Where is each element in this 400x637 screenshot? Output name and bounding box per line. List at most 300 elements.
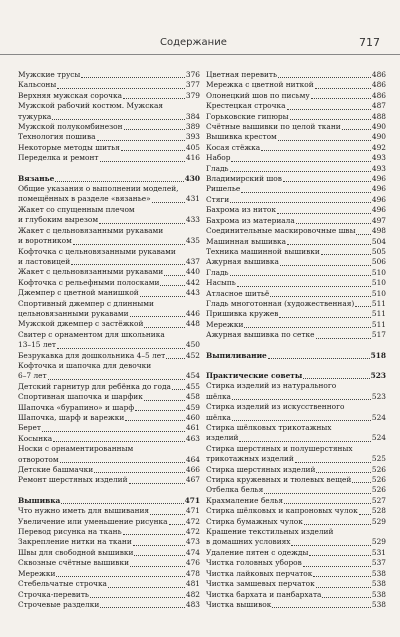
- toc-entry-title: Атласное шитьё: [206, 288, 270, 298]
- toc-dot-leader: [232, 420, 371, 421]
- toc-entry: [18, 288, 200, 298]
- toc-dot-leader: [100, 161, 185, 162]
- toc-entry: [18, 569, 200, 579]
- toc-dot-leader: [140, 296, 185, 297]
- toc-entry: [18, 537, 200, 547]
- toc-entry-title: Кофточка с цельновязанными рукавами: [18, 246, 176, 256]
- toc-dot-leader: [279, 317, 370, 318]
- toc-page-number: 379: [185, 90, 200, 100]
- toc-entry-title: Стирка изделий из натурального: [206, 381, 337, 391]
- toc-page-number: 437: [185, 256, 200, 266]
- toc-entry-title: Кофточка и шапочка для девочки: [18, 360, 152, 370]
- toc-page-number: 529: [371, 537, 386, 547]
- toc-page-number: 482: [185, 589, 200, 599]
- toc-entry: [18, 423, 200, 433]
- toc-entry: [18, 351, 200, 361]
- toc-page-number: 405: [185, 142, 200, 152]
- toc-entry: [206, 485, 386, 495]
- toc-entry-title: Крестецкая строчка: [206, 101, 286, 111]
- toc-dot-leader: [284, 503, 371, 504]
- toc-entry-title: Берет: [18, 423, 41, 433]
- toc-entry-title: Стирка кружевных и тюлевых вещей: [206, 475, 352, 485]
- toc-entry: [206, 590, 386, 600]
- toc-page-number: 493: [371, 153, 386, 163]
- toc-entry: [18, 319, 200, 329]
- toc-page-number: 481: [185, 579, 200, 589]
- toc-page-number: 511: [371, 298, 386, 308]
- toc-dot-leader: [129, 483, 185, 484]
- toc-page-number: 474: [185, 547, 200, 557]
- toc-entry: [206, 132, 386, 142]
- toc-page-number: 510: [371, 288, 386, 298]
- toc-dot-leader: [264, 493, 371, 494]
- toc-entry-title: Машинная вышивка: [206, 236, 287, 246]
- toc-entry-title: Горьковские гипюры: [206, 111, 289, 121]
- toc-dot-leader: [56, 576, 185, 577]
- toc-entry-title: Строчка-перевить: [18, 589, 89, 599]
- toc-entry: [18, 340, 200, 350]
- toc-page-number: 443: [185, 288, 200, 298]
- toc-dot-leader: [280, 265, 371, 266]
- toc-entry: [206, 537, 386, 547]
- toc-dot-leader: [321, 254, 371, 255]
- toc-entry: [18, 80, 200, 90]
- toc-dot-leader: [57, 88, 185, 89]
- toc-page-number: 493: [371, 163, 386, 173]
- toc-entry: [18, 579, 200, 589]
- toc-entry: [18, 527, 200, 537]
- toc-entry-title: Технология пошива: [18, 132, 96, 142]
- toc-dot-leader: [295, 462, 371, 463]
- toc-entry-title: отворотом: [18, 454, 59, 464]
- toc-page-number: 524: [371, 433, 386, 443]
- toc-dot-leader: [125, 420, 185, 421]
- toc-entry: [206, 465, 386, 475]
- toc-dot-leader: [342, 129, 371, 130]
- toc-page-number: 511: [371, 309, 386, 319]
- running-header: [0, 36, 400, 55]
- toc-entry: [18, 558, 200, 568]
- toc-dot-leader: [278, 77, 371, 78]
- toc-dot-leader: [55, 181, 183, 182]
- toc-entry: [18, 361, 200, 371]
- toc-entry: [206, 579, 386, 589]
- toc-page-number: 496: [371, 184, 386, 194]
- toc-entry-title: Чистка замшевых перчаток: [206, 579, 315, 589]
- toc-entry: [206, 205, 386, 215]
- toc-entry-title: Мережки: [18, 568, 56, 578]
- toc-entry: [18, 465, 200, 475]
- toc-entry-title: Кальсоны: [18, 80, 57, 90]
- toc-entry: [18, 382, 200, 392]
- toc-page-number: 527: [371, 495, 386, 505]
- toc-entry-title: Мужской полукомбинезон: [18, 122, 123, 132]
- toc-entry-title: Счётные вышивки по целой ткани: [206, 122, 341, 132]
- toc-dot-leader: [268, 358, 370, 359]
- toc-page-number: 538: [371, 599, 386, 609]
- section-gap: [18, 486, 200, 496]
- toc-entry-title: Закрепление нитки на ткани: [18, 537, 132, 547]
- toc-entry-title: Спортивный джемпер с длинными: [18, 298, 154, 308]
- toc-entry: [206, 268, 386, 278]
- toc-entry-title: цельновязанными рукавами: [18, 308, 129, 318]
- toc-dot-leader: [239, 441, 370, 442]
- toc-entry-title: Владимирский шов: [206, 174, 282, 184]
- toc-page-number: 393: [185, 132, 200, 142]
- toc-entry: [18, 475, 200, 485]
- toc-dot-leader: [230, 275, 371, 276]
- toc-entry: [206, 91, 386, 101]
- toc-dot-leader: [152, 202, 185, 203]
- toc-dot-leader: [303, 566, 371, 567]
- toc-dot-leader: [61, 503, 183, 504]
- toc-entry: [206, 247, 386, 257]
- toc-entry: [206, 184, 386, 194]
- toc-entry: [18, 112, 200, 122]
- toc-page-number: 384: [185, 111, 200, 121]
- toc-entry: [206, 237, 386, 247]
- toc-entry-title: Общие указания о выполнении моделей,: [18, 184, 179, 194]
- toc-entry-title: Стирка шёлковых и капроновых чулок: [206, 506, 358, 516]
- toc-dot-leader: [272, 607, 371, 608]
- toc-entry-title: Соединительные маскировочные швы: [206, 226, 356, 236]
- toc-entry: [206, 475, 386, 485]
- toc-page-number: 498: [371, 226, 386, 236]
- toc-dot-leader: [100, 607, 185, 608]
- toc-page-number: 486: [371, 80, 386, 90]
- toc-entry: [18, 153, 200, 163]
- toc-entry: [206, 454, 386, 464]
- toc-dot-leader: [359, 514, 371, 515]
- toc-dot-leader: [130, 316, 185, 317]
- toc-dot-leader: [315, 88, 371, 89]
- toc-entry-title: Мужской рабочий костюм. Мужская: [18, 101, 164, 111]
- toc-page-number: 518: [370, 350, 386, 360]
- toc-dot-leader: [108, 587, 185, 588]
- toc-dot-leader: [134, 555, 184, 556]
- toc-entry-title: и воротником: [18, 236, 72, 246]
- toc-page-number: 486: [371, 90, 386, 100]
- toc-entry-title: и глубоким вырезом: [18, 215, 99, 225]
- toc-entry-title: Вышивка крестом: [206, 132, 277, 142]
- toc-entry-title: Практические советы: [206, 370, 303, 380]
- toc-entry: [18, 91, 200, 101]
- toc-entry-title: Удаление пятен с одежды: [206, 547, 309, 557]
- toc-entry: [18, 101, 200, 111]
- toc-page-number: 511: [371, 319, 386, 329]
- toc-page-number: 490: [371, 122, 386, 132]
- toc-entry: [206, 153, 386, 163]
- toc-dot-leader: [48, 379, 185, 380]
- toc-page-number: 454: [185, 371, 200, 381]
- toc-dot-leader: [303, 378, 369, 379]
- toc-page-number: 435: [185, 236, 200, 246]
- toc-entry-title: и ластовицей: [18, 256, 71, 266]
- toc-page-number: 537: [371, 558, 386, 568]
- toc-page-number: 448: [185, 319, 200, 329]
- toc-dot-leader: [316, 472, 370, 473]
- toc-entry-title: Мужской джемпер с застёжкой: [18, 319, 144, 329]
- toc-dot-leader: [244, 327, 371, 328]
- toc-entry-title: Детские башмачки: [18, 465, 94, 475]
- toc-page-number: 440: [185, 267, 200, 277]
- toc-dot-leader: [311, 98, 371, 99]
- toc-page-number: 478: [185, 568, 200, 578]
- toc-entry: [18, 267, 200, 277]
- toc-dot-leader: [123, 534, 185, 535]
- toc-page-number: 450: [185, 340, 200, 350]
- toc-entry-title: тужурка: [18, 111, 52, 121]
- toc-dot-leader: [355, 306, 371, 307]
- toc-entry-title: Чистка лайковых перчаток: [206, 568, 313, 578]
- toc-page-number: 523: [371, 391, 386, 401]
- toc-entry-title: Ажурная вышивка по сетке: [206, 330, 315, 340]
- toc-section-heading: [206, 351, 386, 361]
- toc-page-number: 455: [185, 381, 200, 391]
- toc-entry: [206, 122, 386, 132]
- toc-dot-leader: [230, 171, 371, 172]
- toc-entry: [206, 330, 386, 340]
- toc-entry: [18, 548, 200, 558]
- toc-entry: [18, 434, 200, 444]
- toc-entry-title: Стирка шёлковых трикотажных: [206, 423, 332, 432]
- toc-dot-leader: [291, 545, 370, 546]
- header-title: Содержание: [160, 37, 227, 48]
- toc-page-number: 458: [185, 392, 200, 402]
- section-gap: [206, 341, 386, 351]
- toc-page-number: 538: [371, 568, 386, 578]
- toc-entry-title: Чистка головных уборов: [206, 558, 302, 568]
- toc-page-number: 505: [371, 246, 386, 256]
- toc-dot-leader: [160, 285, 184, 286]
- toc-page-number: 431: [185, 194, 200, 204]
- toc-page-number: 460: [185, 413, 200, 422]
- toc-page-number: 496: [371, 205, 386, 215]
- toc-entry-title: Насыпь: [206, 278, 236, 288]
- toc-page-number: 488: [371, 111, 386, 121]
- toc-entry-title: Безрукавка для дошкольника 4–5 лет: [18, 350, 166, 360]
- toc-page-number: 496: [371, 194, 386, 204]
- toc-entry: [206, 517, 386, 527]
- toc-entry-title: Ремонт шерстяных изделий: [18, 475, 128, 485]
- toc-entry: [18, 299, 200, 309]
- toc-page-number: 510: [371, 278, 386, 288]
- toc-entry: [206, 143, 386, 153]
- toc-entry: [206, 392, 386, 402]
- toc-entry: [206, 289, 386, 299]
- toc-entry: [206, 433, 386, 443]
- toc-entry: [206, 195, 386, 205]
- toc-right-column: [206, 70, 386, 610]
- toc-entry-title: Верхняя мужская сорочка: [18, 90, 123, 100]
- toc-dot-leader: [230, 202, 371, 203]
- toc-page-number: 442: [185, 277, 200, 287]
- toc-page-number: 497: [371, 215, 386, 225]
- toc-entry-title: Кофточка с рельефными полосками: [18, 277, 160, 287]
- toc-dot-leader: [57, 348, 185, 349]
- toc-entry: [206, 423, 386, 433]
- toc-page-number: 416: [185, 153, 200, 163]
- toc-entry: [18, 122, 200, 132]
- toc-section-heading: [18, 174, 200, 184]
- toc-page-number: 510: [371, 267, 386, 277]
- toc-page-number: 452: [185, 350, 200, 360]
- toc-entry-title: Сквозные счётные вышивки: [18, 558, 130, 568]
- toc-page-number: 529: [371, 516, 386, 526]
- toc-page-number: 461: [185, 423, 200, 433]
- toc-entry: [206, 226, 386, 236]
- toc-page-number: 490: [371, 132, 386, 142]
- toc-page-number: 538: [371, 589, 386, 599]
- toc-entry-title: Ришелье: [206, 184, 241, 194]
- toc-entry-title: Переделка и ремонт: [18, 153, 99, 163]
- toc-page-number: 476: [185, 558, 200, 568]
- toc-dot-leader: [241, 192, 371, 193]
- toc-dot-leader: [356, 234, 370, 235]
- toc-dot-leader: [94, 472, 185, 473]
- toc-dot-leader: [130, 566, 185, 567]
- toc-dot-leader: [166, 358, 185, 359]
- toc-page-number: 524: [371, 412, 386, 422]
- toc-section-heading: [18, 496, 200, 506]
- toc-page-number: 466: [185, 465, 200, 475]
- toc-left-column: [18, 70, 200, 610]
- toc-entry-title: Вышивка: [18, 495, 61, 505]
- toc-entry: [18, 236, 200, 246]
- toc-page-number: 459: [185, 402, 200, 412]
- toc-dot-leader: [309, 555, 371, 556]
- toc-entry: [206, 309, 386, 319]
- toc-dot-leader: [352, 482, 371, 483]
- toc-entry: [206, 164, 386, 174]
- toc-dot-leader: [53, 441, 185, 442]
- toc-entry-title: Отбелка белья: [206, 485, 264, 495]
- toc-entry: [18, 226, 200, 236]
- toc-page-number: 506: [371, 257, 386, 267]
- toc-entry-title: шёлка: [206, 391, 231, 401]
- toc-entry: [18, 247, 200, 257]
- toc-dot-leader: [261, 150, 371, 151]
- toc-entry: [18, 413, 200, 423]
- toc-dot-leader: [90, 597, 185, 598]
- toc-entry: [206, 174, 386, 184]
- toc-page-number: 471: [185, 506, 200, 516]
- toc-entry: [18, 184, 200, 194]
- toc-entry-title: Мережка с цветной ниткой: [206, 80, 314, 90]
- toc-entry-title: Строчевые разделки: [18, 599, 100, 609]
- toc-dot-leader: [81, 77, 185, 78]
- toc-page-number: 526: [371, 464, 386, 474]
- toc-dot-leader: [169, 524, 185, 525]
- toc-entry-title: Ажурная вышивка: [206, 257, 279, 267]
- toc-dot-leader: [232, 399, 371, 400]
- toc-dot-leader: [270, 296, 371, 297]
- toc-entry: [18, 143, 200, 153]
- toc-entry-title: Чистка вышивок: [206, 599, 272, 609]
- toc-entry: [18, 278, 200, 288]
- toc-entry-title: Бахрома из материала: [206, 215, 295, 225]
- toc-entry-title: Стебельчатые строчка: [18, 579, 107, 589]
- toc-dot-leader: [42, 431, 185, 432]
- toc-entry-title: Свитер с орнаментом для школьника: [18, 329, 165, 339]
- toc-dot-leader: [121, 150, 185, 151]
- toc-entry-title: Шапочка, шарф и варежки: [18, 413, 125, 422]
- toc-page-number: 464: [185, 454, 200, 464]
- toc-page-number: 517: [371, 330, 386, 340]
- toc-entry-title: Чистка бархата и панбархата: [206, 589, 322, 599]
- toc-dot-leader: [124, 129, 185, 130]
- toc-dot-leader: [287, 244, 371, 245]
- toc-page-number: 538: [371, 579, 386, 589]
- toc-entry: [18, 257, 200, 267]
- toc-dot-leader: [133, 545, 185, 546]
- toc-entry-title: Что нужно иметь для вышивания: [18, 506, 150, 516]
- toc-entry: [206, 527, 386, 537]
- toc-dot-leader: [287, 109, 371, 110]
- toc-entry-title: Некоторые методы шитья: [18, 142, 120, 152]
- toc-page-number: 471: [184, 495, 200, 505]
- toc-entry: [206, 569, 386, 579]
- toc-entry-title: Жакет с цельновязанными рукавами: [18, 225, 164, 235]
- toc-page-number: 531: [371, 547, 386, 557]
- toc-entry-title: Цветная перевить: [206, 70, 278, 79]
- toc-entry-title: 6–7 лет: [18, 371, 47, 381]
- toc-entry-title: Стяги: [206, 194, 230, 204]
- toc-entry: [206, 257, 386, 267]
- toc-page-number: 483: [185, 599, 200, 609]
- toc-entry-title: в домашних условиях: [206, 537, 291, 547]
- toc-section-heading: [206, 371, 386, 381]
- toc-entry-title: Техника машинной вышивки: [206, 246, 320, 256]
- toc-entry-title: Стирка бумажных чулок: [206, 516, 303, 526]
- toc-dot-leader: [304, 524, 371, 525]
- toc-entry-title: Стирка изделий из искусственного: [206, 402, 345, 412]
- toc-entry: [206, 70, 386, 80]
- toc-page-number: 492: [371, 142, 386, 152]
- toc-entry-title: помещённых в разделе «вязанье»: [18, 194, 151, 204]
- toc-entry: [18, 194, 200, 204]
- toc-page-number: 473: [185, 537, 200, 547]
- toc-dot-leader: [237, 286, 371, 287]
- toc-entry-title: Гладь: [206, 267, 229, 277]
- toc-entry: [206, 506, 386, 516]
- toc-dot-leader: [71, 264, 185, 265]
- toc-entry-title: Детский гарнитур для ребёнка до года: [18, 381, 171, 391]
- toc-entry: [18, 444, 200, 454]
- toc-page-number: 430: [184, 173, 200, 183]
- toc-page-number: 446: [185, 308, 200, 318]
- toc-entry-title: Крахмаление белья: [206, 495, 284, 505]
- toc-page-number: 526: [371, 485, 386, 495]
- toc-entry-title: Набор: [206, 153, 231, 163]
- toc-dot-leader: [296, 223, 371, 224]
- toc-dot-leader: [150, 514, 185, 515]
- toc-page-number: 463: [185, 433, 200, 443]
- toc-entry: [18, 309, 200, 319]
- toc-page-number: 523: [370, 370, 386, 380]
- toc-page-number: 486: [371, 70, 386, 79]
- toc-entry: [206, 402, 386, 412]
- toc-dot-leader: [290, 119, 371, 120]
- toc-dot-leader: [99, 223, 185, 224]
- toc-dot-leader: [231, 161, 370, 162]
- toc-entry: [206, 216, 386, 226]
- toc-entry-title: шёлка: [206, 412, 231, 422]
- toc-page-number: 504: [371, 236, 386, 246]
- toc-dot-leader: [97, 140, 185, 141]
- toc-page-number: 528: [371, 506, 386, 516]
- toc-entry: [206, 413, 386, 423]
